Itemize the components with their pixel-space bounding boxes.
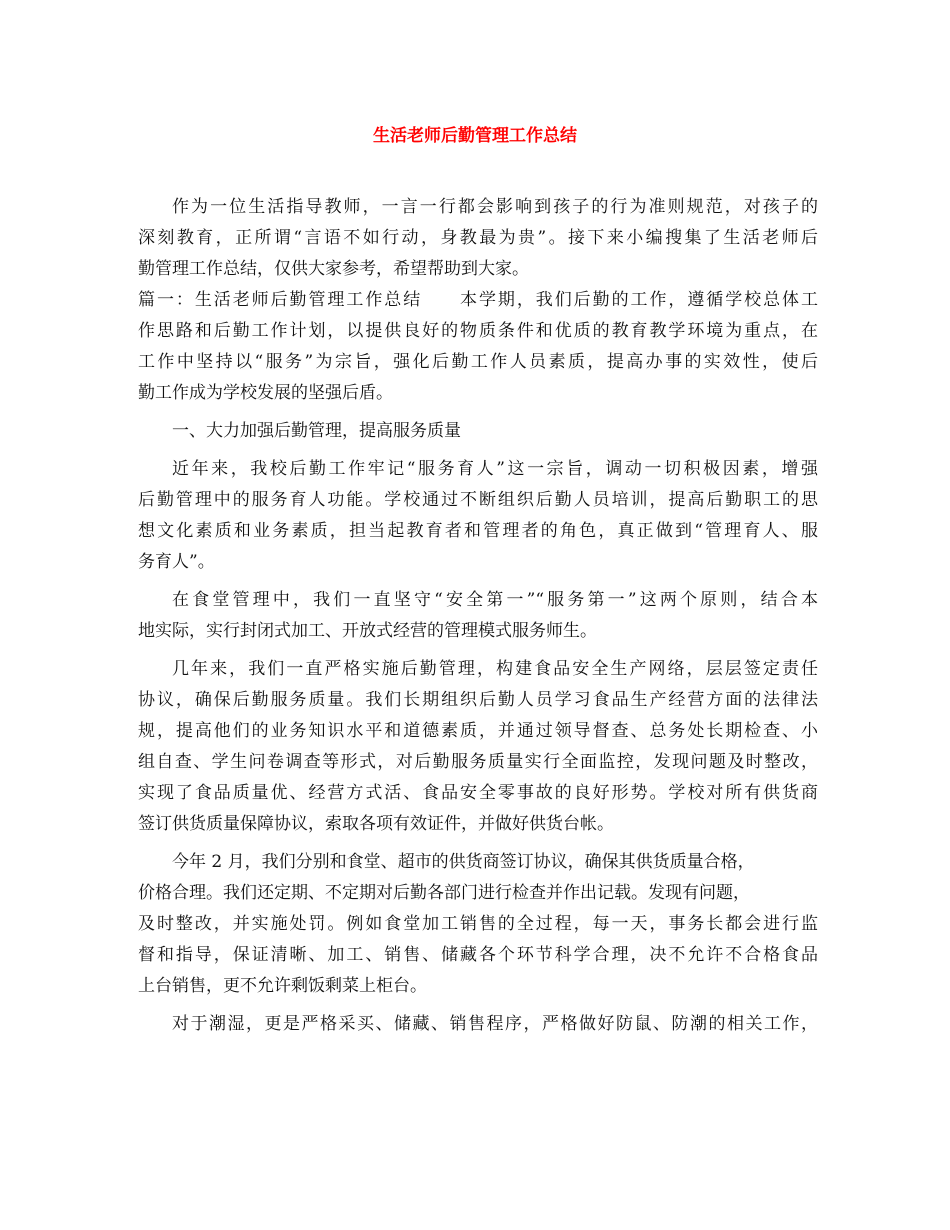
text-line: 价格合理。我们还定期、不定期对后勤各部门进行检查并作出记载。发现有问题，: [138, 883, 750, 903]
text-line: 勤工作成为学校发展的坚强后盾。: [138, 383, 393, 403]
text-line: 作思路和后勤工作计划，以提供良好的物质条件和优质的教育教学环境为重点，在: [138, 321, 818, 341]
text-line: 及时整改，并实施处罚。例如食堂加工销售的全过程，每一天，事务长都会进行监: [138, 914, 818, 934]
paragraph: [138, 585, 818, 647]
text-line: 在食堂管理中，我们一直坚守“安全第一”“服务第一”这两个原则，结合本: [172, 590, 818, 610]
text-line: 对于潮湿，更是严格采买、储藏、销售程序，严格做好防鼠、防潮的相关工作，: [172, 1014, 818, 1034]
text-line: 勤管理工作总结，仅供大家参考，希望帮助到大家。: [138, 259, 529, 279]
paragraph: [138, 847, 818, 1002]
text-line: 深刻教育，正所谓“言语不如行动，身教最为贵”。接下来小编搜集了生活老师后: [138, 228, 818, 248]
text-line: 组自查、学生问卷调查等形式，对后勤服务质量实行全面监控，发现问题及时整改，: [138, 752, 818, 772]
paragraph-intro: [138, 192, 818, 285]
text-line: 工作中坚持以“服务”为宗旨，强化后勤工作人员素质，提高办事的实效性，使后: [138, 352, 818, 372]
text-line: 后勤管理中的服务育人功能。学校通过不断组织后勤人员培训，提高后勤职工的思: [138, 490, 818, 510]
text-line: 几年来，我们一直严格实施后勤管理，构建食品安全生产网络，层层签定责任: [172, 659, 818, 679]
paragraph-part-one: [138, 285, 818, 409]
text-line: 篇一：生活老师后勤管理工作总结 本学期，我们后勤的工作，遵循学校总体工: [138, 290, 818, 310]
text-line: 一、大力加强后勤管理，提高服务质量: [172, 421, 461, 441]
text-line: 今年 2 月，我们分别和食堂、超市的供货商签订协议，确保其供货质量合格，: [172, 852, 755, 872]
text-line: 想文化素质和业务素质，担当起教育者和管理者的角色，真正做到“管理育人、服: [138, 521, 818, 541]
text-line: 作为一位生活指导教师，一言一行都会影响到孩子的行为准则规范，对孩子的: [172, 197, 818, 217]
paragraph: [138, 654, 818, 840]
section-heading: [138, 416, 818, 447]
text-line: 务育人”。: [138, 552, 215, 572]
document-title: 生活老师后勤管理工作总结: [373, 126, 577, 146]
paragraph: [138, 1009, 818, 1040]
text-line: 督和指导，保证清晰、加工、销售、储藏各个环节科学合理，决不允许不合格食品: [138, 945, 818, 965]
text-line: 规，提高他们的业务知识水平和道德素质，并通过领导督查、总务处长期检查、小: [138, 721, 818, 741]
paragraph: [138, 454, 818, 578]
text-line: 签订供货质量保障协议，索取各项有效证件，并做好供货台帐。: [138, 814, 614, 834]
text-line: 地实际，实行封闭式加工、开放式经营的管理模式服务师生。: [138, 621, 597, 641]
text-line: 协议，确保后勤服务质量。我们长期组织后勤人员学习食品生产经营方面的法律法: [138, 690, 818, 710]
text-line: 实现了食品质量优、经营方式活、食品安全零事故的良好形势。学校对所有供货商: [138, 783, 818, 803]
text-line: 上台销售，更不允许剩饭剩菜上柜台。: [138, 976, 427, 996]
text-line: 近年来，我校后勤工作牢记“服务育人”这一宗旨，调动一切积极因素，增强: [172, 459, 818, 479]
document-body: [138, 192, 818, 1040]
